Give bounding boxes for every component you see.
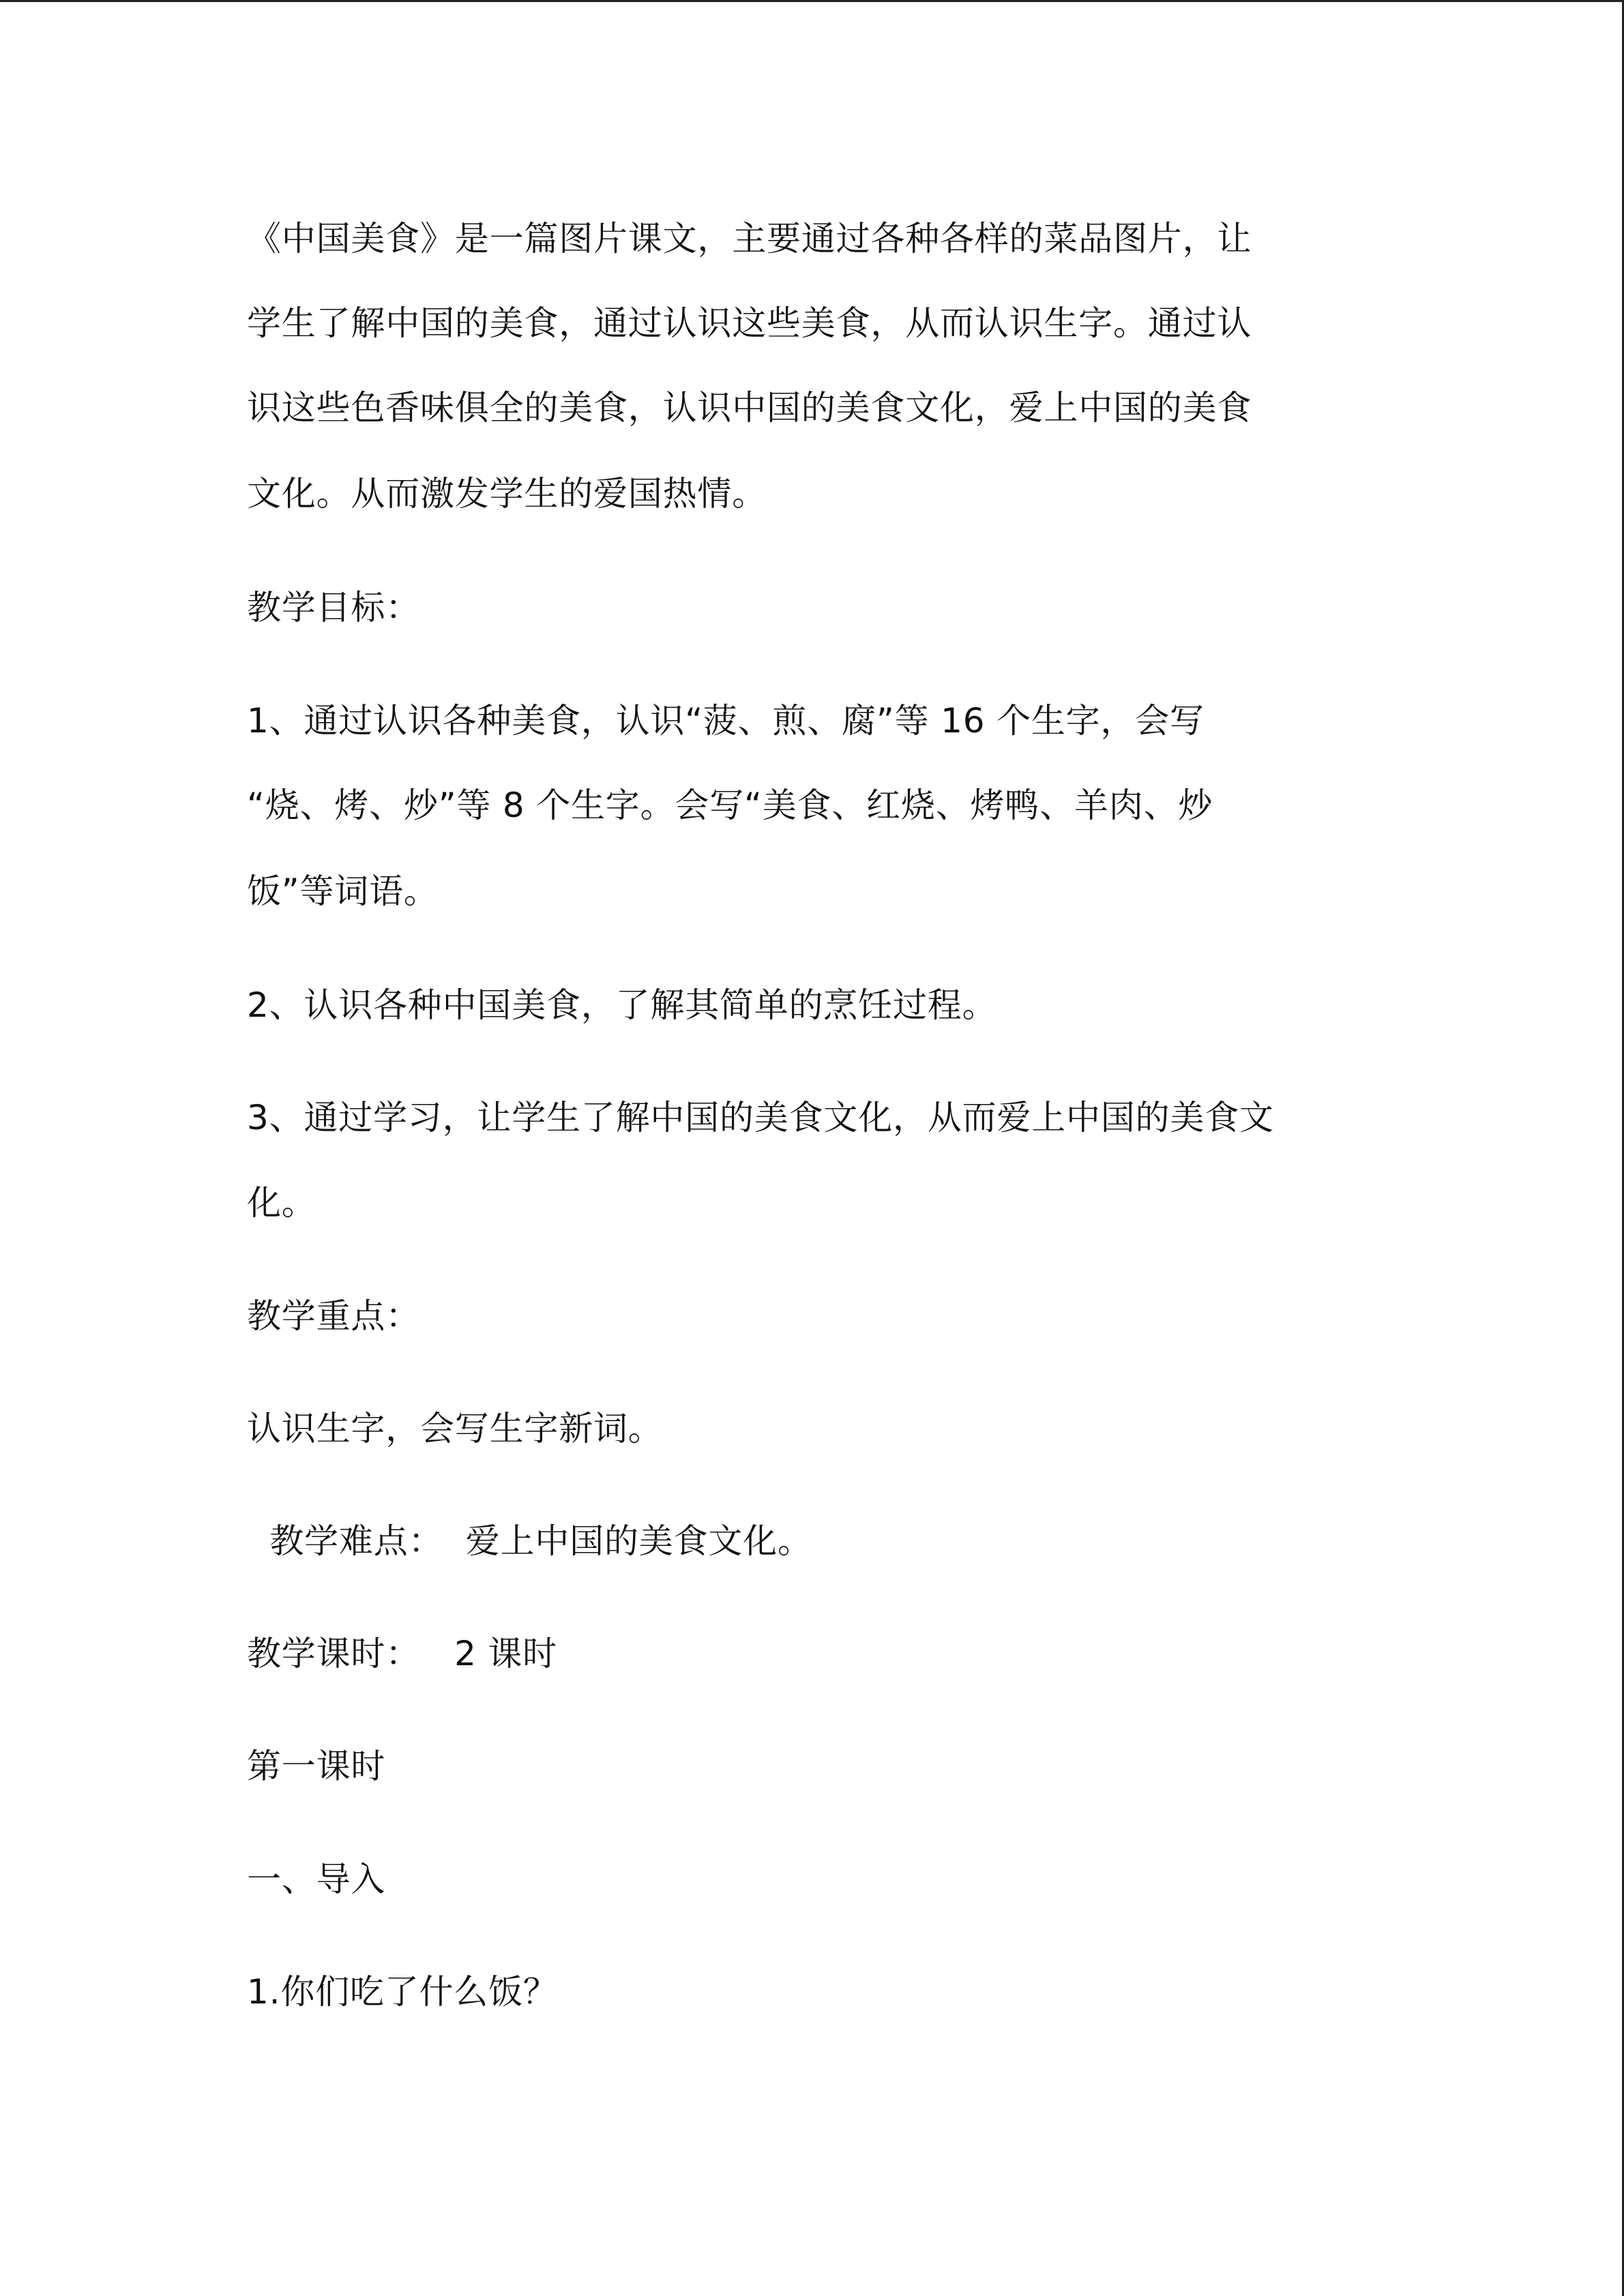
intro-line-2: 学生了解中国的美食，通过认识这些美食，从而认识生字。通过认: [247, 303, 1252, 343]
goal-3-line-1: 3、通过学习，让学生了解中国的美食文化，从而爱上中国的美食文: [247, 1098, 1274, 1137]
goal-1-line-1: 1、通过认识各种美食，认识“菠、煎、腐”等 16 个生字，会写: [247, 701, 1205, 741]
goal-3-line-2: 化。: [247, 1183, 316, 1223]
heading-first-lesson: 第一课时: [247, 1746, 386, 1786]
question-1: 1.你们吃了什么饭？: [247, 1972, 558, 2012]
intro-line-4: 文化。从而激发学生的爱国热情。: [247, 474, 767, 513]
goal-1-line-2: “烧、烤、炒”等 8 个生字。会写“美食、红烧、烤鸭、羊肉、炒: [247, 786, 1213, 825]
difficult-points: 教学难点： 爱上中国的美食文化。: [247, 1521, 812, 1561]
key-points-text: 认识生字，会写生字新词。: [247, 1409, 663, 1448]
goal-1-line-3: 饭”等词语。: [247, 871, 439, 911]
page-top-border: [0, 0, 1624, 2]
intro-line-3: 识这些色香味俱全的美食，认识中国的美食文化，爱上中国的美食: [247, 388, 1252, 428]
goal-2: 2、认识各种中国美食，了解其简单的烹饪过程。: [247, 985, 997, 1025]
section-introduction: 一、导入: [247, 1860, 386, 1899]
heading-teaching-goals: 教学目标：: [247, 588, 420, 627]
class-hours: 教学课时： 2 课时: [247, 1634, 557, 1673]
intro-line-1: 《中国美食》是一篇图片课文，主要通过各种各样的菜品图片，让: [247, 219, 1252, 258]
heading-key-points: 教学重点：: [247, 1296, 420, 1336]
